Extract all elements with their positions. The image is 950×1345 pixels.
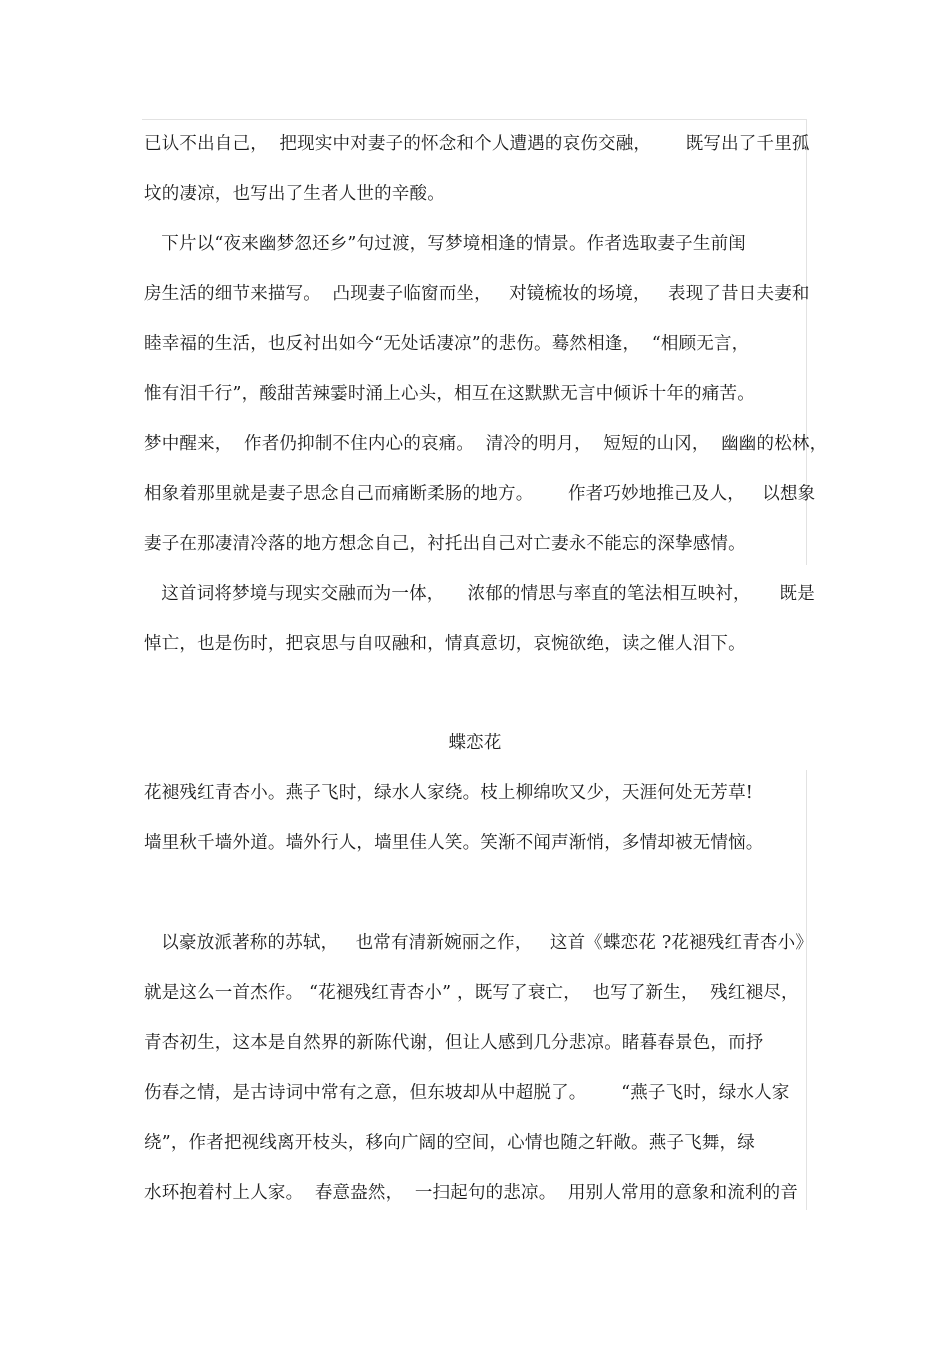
text-line: 这首词将梦境与现实交融而为一体， 浓郁的情思与率直的笔法相互映衬， 既是 — [144, 584, 815, 604]
text-line: 悼亡，也是伤时，把哀思与自叹融和，情真意切，哀惋欲绝，读之催人泪下。 — [144, 634, 746, 654]
text-line: 就是这么一首杰作。 “花褪残红青杏小” ，既写了衰亡， 也写了新生， 残红褪尽， — [144, 983, 799, 1003]
text-line: 惟有泪千行”，酸甜苦辣霎时涌上心头，相互在这默默无言中倾诉十年的痛苦。 — [144, 384, 755, 404]
text-line: 坟的凄凉，也写出了生者人世的辛酸。 — [144, 184, 445, 204]
poem-line: 墙里秋千墙外道。墙外行人，墙里佳人笑。笑渐不闻声渐悄，多情却被无情恼。 — [144, 833, 764, 853]
poem-line: 花褪残红青杏小。燕子飞时，绿水人家绕。枝上柳绵吹又少，天涯何处无芳草! — [144, 783, 754, 803]
text-line: 下片以“夜来幽梦忽还乡”句过渡，写梦境相逢的情景。作者选取妻子生前闺 — [144, 234, 746, 254]
text-line: 水环抱着村上人家。 春意盎然， 一扫起句的悲凉。 用别人常用的意象和流利的音 — [144, 1183, 799, 1203]
text-line: 睦幸福的生活，也反衬出如今“无处话凄凉”的悲伤。蓦然相逢， “相顾无言， — [144, 334, 750, 354]
text-line: 伤春之情，是古诗词中常有之意，但东坡却从中超脱了。 “燕子飞时，绿水人家 — [144, 1083, 790, 1103]
text-line: 相象着那里就是妻子思念自己而痛断柔肠的地方。 作者巧妙地推己及人， 以想象 — [144, 484, 816, 504]
text-line: 房生活的细节来描写。 凸现妻子临窗而坐， 对镜梳妆的场境， 表现了昔日夫妻和 — [144, 284, 810, 304]
text-line: 梦中醒来， 作者仍抑制不住内心的哀痛。 清冷的明月， 短短的山冈， 幽幽的松林， — [144, 434, 828, 454]
text-line: 青杏初生，这本是自然界的新陈代谢，但让人感到几分悲凉。睹暮春景色，而抒 — [144, 1033, 764, 1053]
text-line: 以豪放派著称的苏轼， 也常有清新婉丽之作， 这首《蝶恋花 ?花褪残红青杏小》 — [144, 933, 814, 953]
text-line: 绕”，作者把视线离开枝头，移向广阔的空间，心情也随之轩敞。燕子飞舞，绿 — [144, 1133, 755, 1153]
text-line: 已认不出自己， 把现实中对妻子的怀念和个人遭遇的哀伤交融， 既写出了千里孤 — [144, 134, 810, 154]
text-line: 妻子在那凄清冷落的地方想念自己，衬托出自己对亡妻永不能忘的深挚感情。 — [144, 534, 746, 554]
poem-title: 蝶恋花 — [448, 733, 502, 753]
